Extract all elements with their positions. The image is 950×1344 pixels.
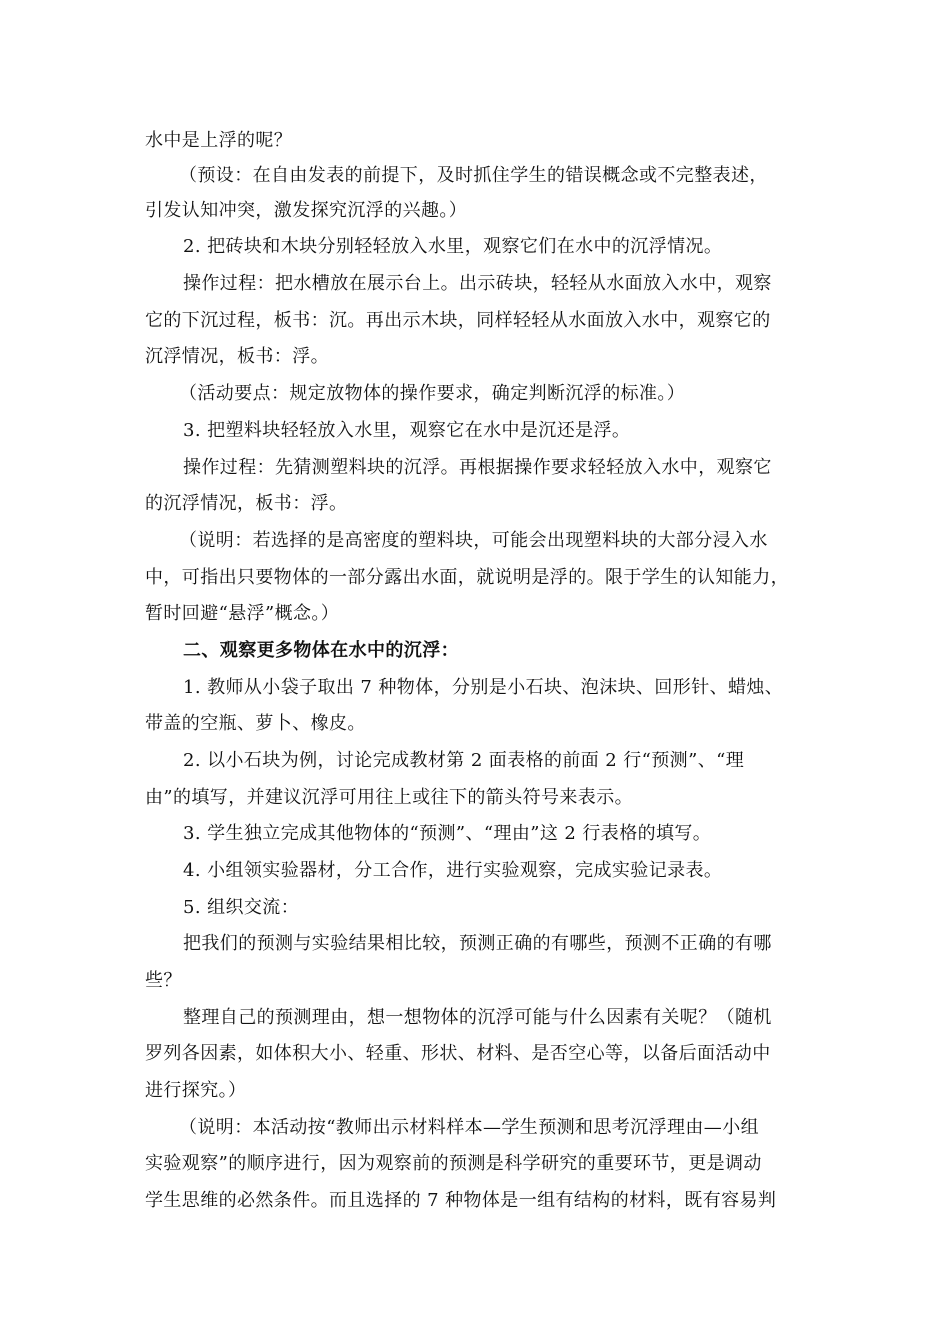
text-line: 5. 组织交流： bbox=[183, 897, 300, 918]
text-line: 2. 把砖块和木块分别轻轻放入水里，观察它们在水中的沉浮情况。 bbox=[183, 236, 723, 257]
text-line: 整理自己的预测理由，想一想物体的沉浮可能与什么因素有关呢？（随机 bbox=[183, 1007, 772, 1028]
text-line: 操作过程：把水槽放在展示台上。出示砖块，轻轻从水面放入水中，观察 bbox=[183, 273, 772, 294]
text-line: 进行探究。） bbox=[145, 1080, 247, 1101]
text-line: 2. 以小石块为例，讨论完成教材第 2 面表格的前面 2 行“预测”、“理 bbox=[183, 750, 745, 771]
text-line: 实验观察”的顺序进行，因为观察前的预测是科学研究的重要环节，更是调动 bbox=[145, 1153, 762, 1174]
text-line: 带盖的空瓶、萝卜、橡皮。 bbox=[145, 713, 366, 734]
text-line: 4. 小组领实验器材，分工合作，进行实验观察，完成实验记录表。 bbox=[183, 860, 723, 881]
text-line: 的沉浮情况，板书：浮。 bbox=[145, 493, 348, 514]
text-line: 罗列各因素，如体积大小、轻重、形状、材料、是否空心等，以备后面活动中 bbox=[145, 1043, 771, 1064]
text-line: 1. 教师从小袋子取出 7 种物体，分别是小石块、泡沫块、回形针、蜡烛、 bbox=[183, 677, 784, 698]
text-line: 把我们的预测与实验结果相比较，预测正确的有哪些，预测不正确的有哪 bbox=[183, 933, 772, 954]
text-line: （预设：在自由发表的前提下，及时抓住学生的错误概念或不完整表述， bbox=[179, 165, 768, 186]
section-heading: 二、观察更多物体在水中的沉浮： bbox=[183, 640, 459, 661]
text-line: 暂时回避“悬浮”概念。） bbox=[145, 603, 340, 624]
text-line: 它的下沉过程，板书：沉。再出示木块，同样轻轻从水面放入水中，观察它的 bbox=[145, 310, 771, 331]
text-line: 3. 把塑料块轻轻放入水里，观察它在水中是沉还是浮。 bbox=[183, 420, 631, 441]
text-line: 水中是上浮的呢？ bbox=[145, 130, 293, 151]
text-line: 3. 学生独立完成其他物体的“预测”、“理由”这 2 行表格的填写。 bbox=[183, 823, 712, 844]
text-line: （说明：本活动按“教师出示材料样本—学生预测和思考沉浮理由—小组 bbox=[179, 1117, 759, 1138]
text-line: 些？ bbox=[145, 970, 182, 991]
text-line: 沉浮情况，板书：浮。 bbox=[145, 346, 329, 367]
text-line: 由”的填写，并建议沉浮可用往上或往下的箭头符号来表示。 bbox=[145, 787, 633, 808]
text-line: 中，可指出只要物体的一部分露出水面，就说明是浮的。限于学生的认知能力， bbox=[145, 567, 789, 588]
text-line: 引发认知冲突，激发探究沉浮的兴趣。） bbox=[145, 200, 468, 221]
text-line: 学生思维的必然条件。而且选择的 7 种物体是一组有结构的材料，既有容易判 bbox=[145, 1190, 777, 1211]
text-line: （活动要点：规定放物体的操作要求，确定判断沉浮的标准。） bbox=[179, 383, 686, 404]
text-line: 操作过程：先猜测塑料块的沉浮。再根据操作要求轻轻放入水中，观察它 bbox=[183, 457, 772, 478]
text-line: （说明：若选择的是高密度的塑料块，可能会出现塑料块的大部分浸入水 bbox=[179, 530, 768, 551]
